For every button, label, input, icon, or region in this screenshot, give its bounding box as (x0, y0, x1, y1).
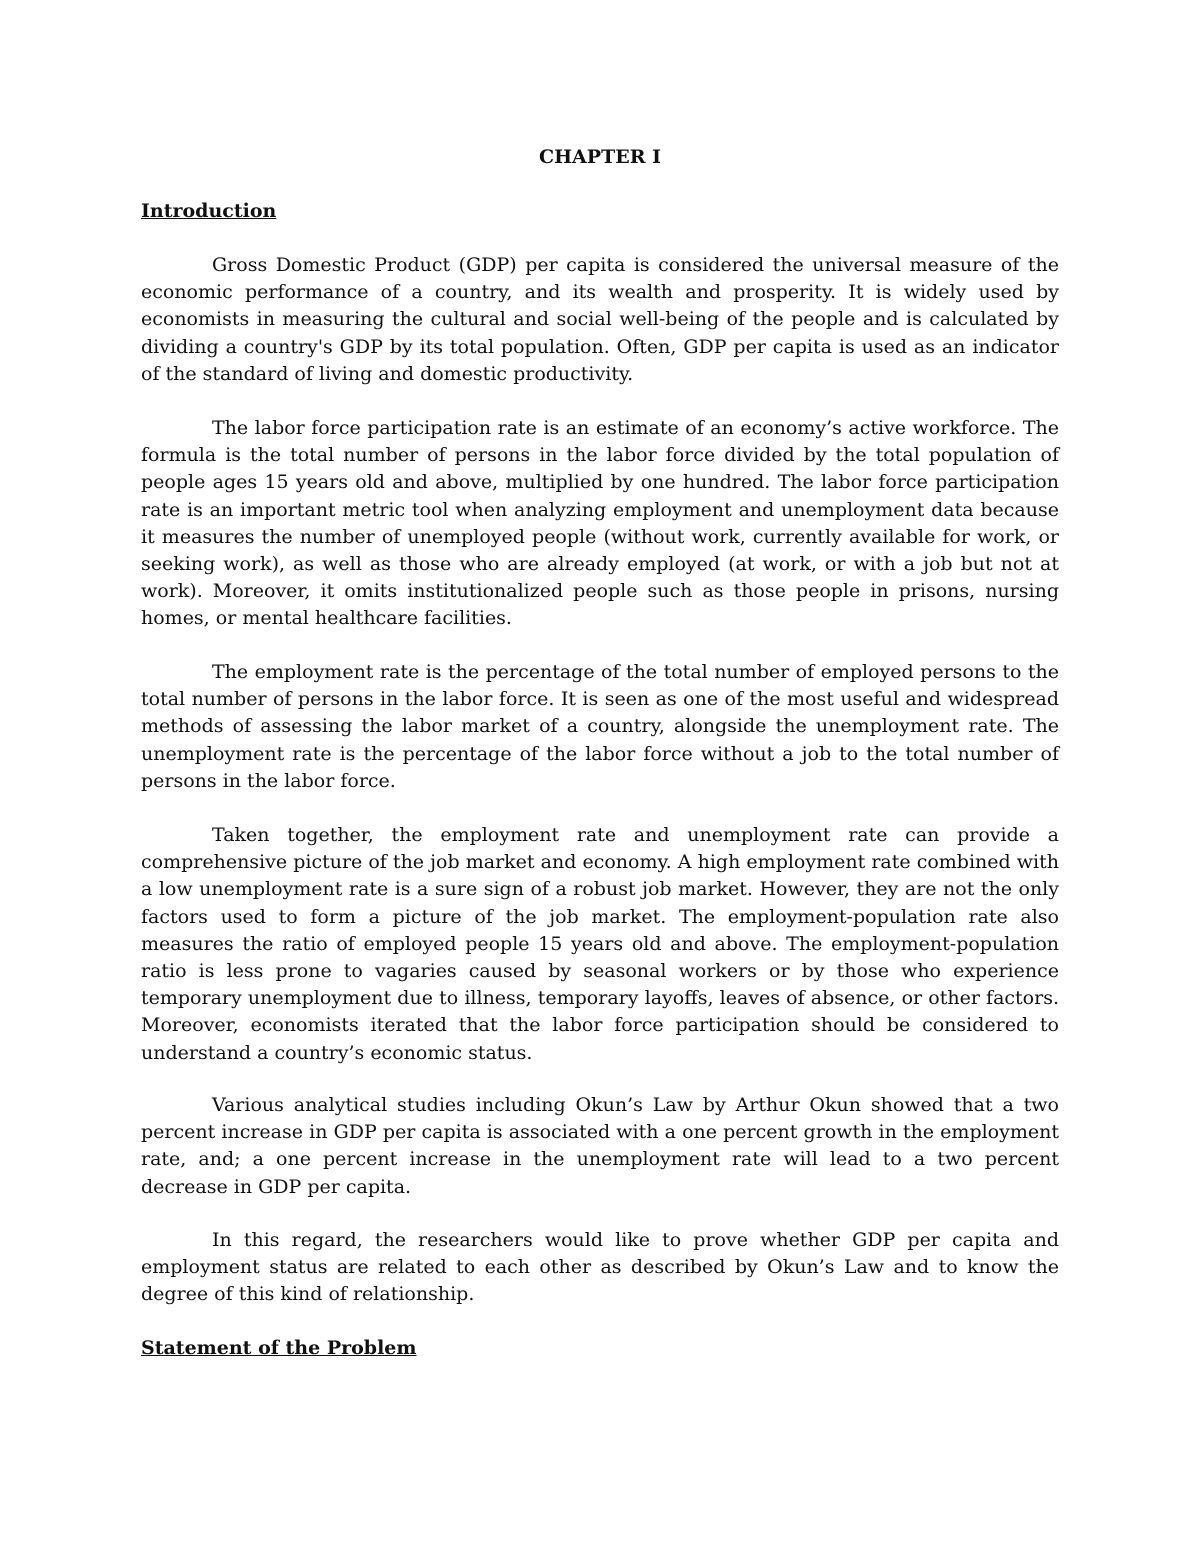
paragraph-job-market-picture: Taken together, the employment rate and unemployment rate can provide a comprehensive picture of the job market and economy. A high employment rate combined with a low unemployment rate is a sure sign of a robust job market. However, they are not the only factors used to form a picture of the job market. The employment-population rate also measures the ratio of employed people 15 years old and above. The employment-population ratio is less prone to vagaries caused by seasonal workers or by those who experience temporary unemployment due to illness, temporary layoffs, leaves of absence, or other factors. Moreover, economists iterated that the labor force participation should be considered to understand a country’s economic status. (141, 824, 1059, 1064)
statement-of-problem-heading: Statement of the Problem (141, 1337, 417, 1359)
paragraph-okuns-law: Various analytical studies including Okun’s Law by Arthur Okun showed that a two percent increase in GDP per capita is associated with a one percent growth in the employment rate, and; a one percent increase in the unemployment rate will lead to a two percent decrease in GDP per capita. (141, 1094, 1059, 1198)
introduction-heading: Introduction (141, 200, 277, 222)
paragraph-labor-force-participation: The labor force participation rate is an estimate of an economy’s active workforce. The formula is the total number of persons in the labor force divided by the total population of people ages 15 years old and above, multiplied by one hundred. The labor force participation rate is an important metric tool when analyzing employment and unemployment data because it measures the number of unemployed people (without work, currently available for work, or seeking work), as well as those who are already employed (at work, or with a job but not at work). Moreover, it omits institutionalized people such as those people in prisons, nursing homes, or mental healthcare facilities. (141, 417, 1059, 630)
paragraph-gdp-per-capita: Gross Domestic Product (GDP) per capita is considered the universal measure of the economic performance of a country, and its wealth and prosperity. It is widely used by economists in measuring the cultural and social well-being of the people and is calculated by dividing a country's GDP by its total population. Often, GDP per capita is used as an indicator of the standard of living and domestic productivity. (141, 254, 1059, 385)
paragraph-employment-rate: The employment rate is the percentage of the total number of employed persons to the total number of persons in the labor force. It is seen as one of the most useful and widespread methods of assessing the labor market of a country, alongside the unemployment rate. The unemployment rate is the percentage of the labor force without a job to the total number of persons in the labor force. (141, 661, 1059, 792)
paragraph-research-purpose: In this regard, the researchers would like to prove whether GDP per capita and employment status are related to each other as described by Okun’s Law and to know the degree of this kind of relationship. (141, 1229, 1059, 1306)
chapter-title: CHAPTER I (538, 146, 661, 168)
